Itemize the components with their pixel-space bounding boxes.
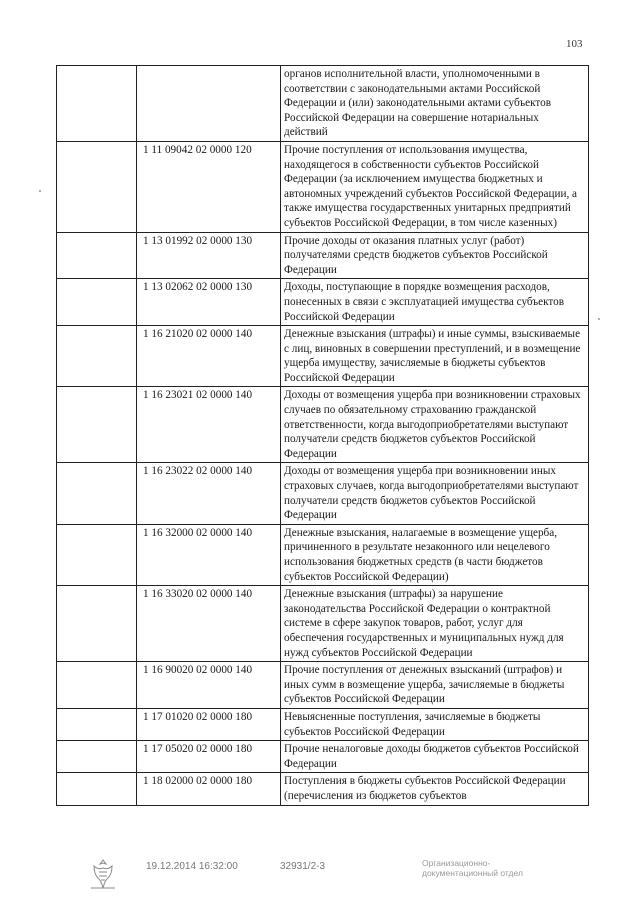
coat-of-arms-icon xyxy=(88,858,118,895)
footer-datetime: 19.12.2014 16:32:00 xyxy=(146,861,238,872)
blank-cell xyxy=(57,741,137,773)
scan-speck xyxy=(598,318,600,320)
revenue-description-cell: Прочие поступления от использования имущества, находящегося в собственности субъектов Российской Федерации (за исключением имущества бюджетных и автономных учреждений субъектов Российской Федерации, а также имущества государственных унитарных предприятий субъектов Российской Федерации, в том числе казенных) xyxy=(281,141,589,232)
table-row xyxy=(57,387,589,463)
revenue-description-cell: Прочие доходы от оказания платных услуг (работ) получателями средств бюджетов субъектов Российской Федерации xyxy=(281,232,589,279)
revenue-description-cell: Доходы от возмещения ущерба при возникновении иных страховых случаев, когда выгодоприобретателями выступают получатели средств бюджетов субъектов Российской Федерации xyxy=(281,463,589,524)
table-row xyxy=(57,463,589,524)
table-row xyxy=(57,232,589,279)
blank-cell xyxy=(57,773,137,805)
table-row xyxy=(57,662,589,709)
blank-cell xyxy=(57,463,137,524)
revenue-description-cell: Денежные взыскания (штрафы) за нарушение законодательства Российской Федерации о контрактной системе в сфере закупок товаров, работ, услуг для обеспечения государственных и муниципальных нужд для нужд субъектов Российской Федерации xyxy=(281,586,589,662)
footer-doc-number: 32931/2-3 xyxy=(280,861,326,872)
revenue-description-cell: Прочие поступления от денежных взысканий (штрафов) и иных сумм в возмещение ущерба, зачисляемые в бюджеты субъектов Российской Федерации xyxy=(281,662,589,709)
revenue-description-cell: Денежные взыскания (штрафы) и иные суммы, взыскиваемые с лиц, виновных в совершении преступлений, и в возмещение ущерба имуществу, зачисляемые в бюджеты субъектов Российской Федерации xyxy=(281,326,589,387)
revenue-code-cell: 1 16 33020 02 0000 140 xyxy=(137,586,281,662)
blank-cell xyxy=(57,586,137,662)
revenue-code-cell: 1 11 09042 02 0000 120 xyxy=(137,141,281,232)
revenue-description-cell: органов исполнительной власти, уполномоченными в соответствии с законодательными актами Российской Федерации и (или) законодательными актами субъектов Российской Федерации на совершение нотариальных действий xyxy=(281,66,589,142)
revenue-code-cell: 1 16 21020 02 0000 140 xyxy=(137,326,281,387)
scan-speck xyxy=(39,190,41,192)
revenue-code-cell: 1 16 23021 02 0000 140 xyxy=(137,387,281,463)
blank-cell xyxy=(57,662,137,709)
blank-cell xyxy=(57,279,137,326)
revenue-description-cell: Денежные взыскания, налагаемые в возмещение ущерба, причиненного в результате незаконного или нецелевого использования бюджетных средств (в части бюджетов субъектов Российской Федерации) xyxy=(281,524,589,585)
blank-cell xyxy=(57,326,137,387)
revenue-code-cell: 1 13 02062 02 0000 130 xyxy=(137,279,281,326)
revenue-code-cell xyxy=(137,66,281,142)
blank-cell xyxy=(57,232,137,279)
footer xyxy=(0,858,640,898)
blank-cell xyxy=(57,387,137,463)
blank-cell xyxy=(57,66,137,142)
revenue-code-cell: 1 17 05020 02 0000 180 xyxy=(137,741,281,773)
table-row xyxy=(57,773,589,805)
table-row xyxy=(57,326,589,387)
revenue-codes-table xyxy=(56,65,589,806)
revenue-description-cell: Невыясненные поступления, зачисляемые в бюджеты субъектов Российской Федерации xyxy=(281,708,589,740)
table-row xyxy=(57,279,589,326)
revenue-code-cell: 1 17 01020 02 0000 180 xyxy=(137,708,281,740)
table-row xyxy=(57,741,589,773)
revenue-code-cell: 1 18 02000 02 0000 180 xyxy=(137,773,281,805)
revenue-code-cell: 1 13 01992 02 0000 130 xyxy=(137,232,281,279)
table-row xyxy=(57,141,589,232)
revenue-code-cell: 1 16 32000 02 0000 140 xyxy=(137,524,281,585)
table-row xyxy=(57,708,589,740)
revenue-description-cell: Доходы, поступающие в порядке возмещения расходов, понесенных в связи с эксплуатацией имущества субъектов Российской Федерации xyxy=(281,279,589,326)
footer-department: Организационно-документационный отдел xyxy=(422,858,523,878)
revenue-description-cell: Доходы от возмещения ущерба при возникновении страховых случаев по обязательному страхованию гражданской ответственности, когда выгодоприобретателями выступают получатели средств бюджетов субъектов Российской Федерации xyxy=(281,387,589,463)
blank-cell xyxy=(57,524,137,585)
revenue-code-cell: 1 16 90020 02 0000 140 xyxy=(137,662,281,709)
blank-cell xyxy=(57,708,137,740)
revenue-description-cell: Прочие неналоговые доходы бюджетов субъектов Российской Федерации xyxy=(281,741,589,773)
table-row xyxy=(57,66,589,142)
table-row xyxy=(57,586,589,662)
blank-cell xyxy=(57,141,137,232)
revenue-code-cell: 1 16 23022 02 0000 140 xyxy=(137,463,281,524)
page-number: 103 xyxy=(566,38,583,50)
table-row xyxy=(57,524,589,585)
revenue-description-cell: Поступления в бюджеты субъектов Российской Федерации (перечисления из бюджетов субъектов xyxy=(281,773,589,805)
